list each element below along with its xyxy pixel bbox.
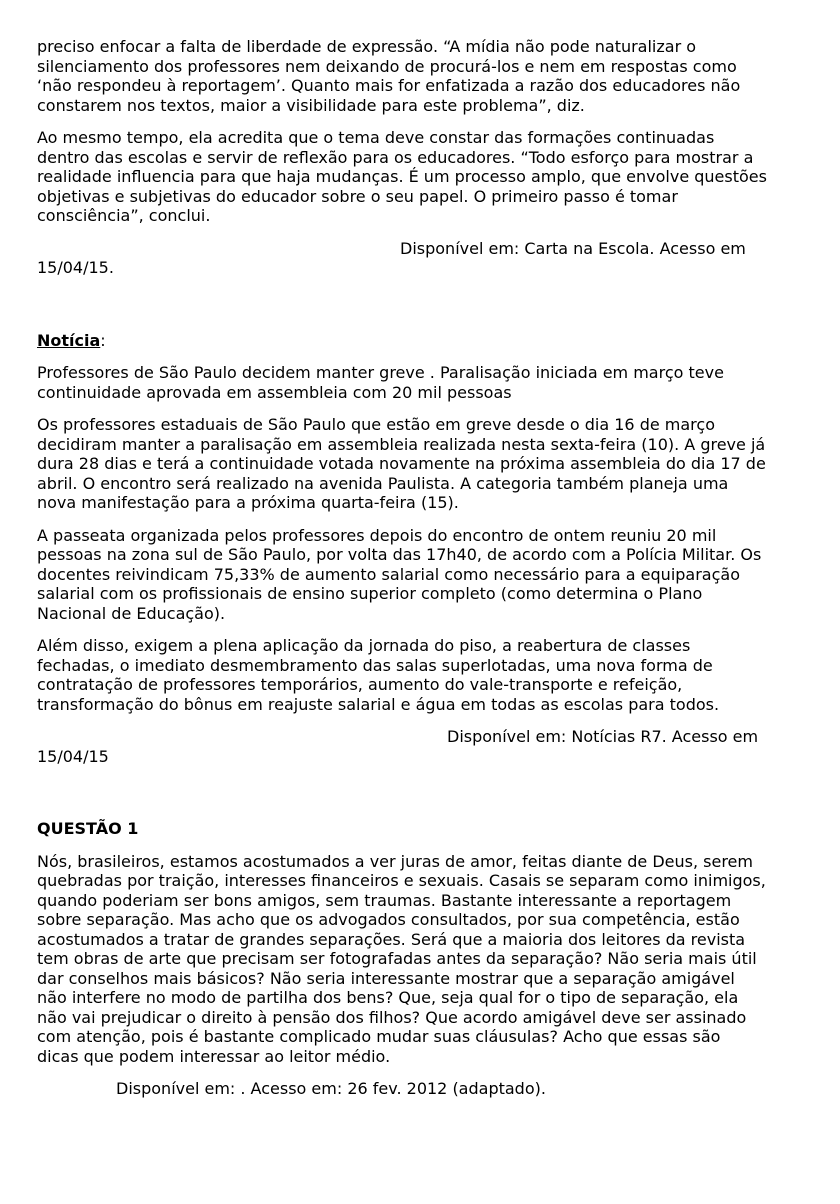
noticia-headline: Professores de São Paulo decidem manter greve . Paralisação iniciada em março teve continuidade aprovada em assembleia com 20 mil pessoas [37,363,724,402]
noticia-paragraph-2: A passeata organizada pelos professores depois do encontro de ontem reuniu 20 mil pessoas na zona sul de São Paulo, por volta das 17h40, de acordo com a Polícia Militar. Os docentes reivindicam 75,33% de aumento salarial como necessário para a equiparação salarial com os profissionais de ensino superior completo (como determina o Plano Nacional de Educação). [37,525,762,623]
noticia-label: Notícia [37,330,101,350]
document-page [37,37,767,1112]
section-spacer [37,779,767,819]
questao-title: QUESTÃO 1 [37,819,139,838]
noticia-paragraph-3: Além disso, exigem a plena aplicação da jornada do piso, a reabertura de classes fechadas, o imediato desmembramento das salas superlotadas, uma nova forma de contratação de professores temporários, aumento do vale-transporte e refeição, transformação do bônus em reajuste salarial e água em todas as escolas para todos. [37,636,720,714]
questao-paragraph: Nós, brasileiros, estamos acostumados a ver juras de amor, feitas diante de Deus, serem quebradas por traição, interesses financeiros e sexuais. Casais se separam como inimigos, quando poderiam ser bons amigos, sem traumas. Bastante interessante a reportagem sobre separação. Mas acho que os advogados consultados, por sua competência, estão acostumados a tratar de grandes separações. Será que a maioria dos leitores da revista tem obras de arte que precisam ser fotografadas antes da separação? Não seria mais útil dar conselhos mais básicos? Não seria interessante mostrar que a separação amigável não interfere no modo de partilha dos bens? Que, seja qual for o tipo de separação, ela não vai prejudicar o direito à pensão dos filhos? Que acordo amigável deve ser assinado com atenção, pois é bastante complicado mudar suas cláusulas? Acho que essas são dicas que podem interessar ao leitor médio. [37,851,766,1066]
noticia-colon: : [100,330,106,350]
noticia-heading [37,331,767,351]
intro-paragraph-1: preciso enfocar a falta de liberdade de expressão. “A mídia não pode naturalizar o silenciamento dos professores nem deixando de procurá-los e nem em respostas como ‘não respondeu à reportagem’. Quanto mais for enfatizada a razão dos educadores não constarem nos textos, maior a visibilidade para este problema”, diz. [37,37,741,115]
section-spacer [37,291,767,331]
noticia-paragraph-1: Os professores estaduais de São Paulo que estão em greve desde o dia 16 de março decidiram manter a paralisação em assembleia realizada nesta sexta-feira (10). A greve já dura 28 dias e terá a continuidade votada novamente na próxima assembleia do dia 17 de abril. O encontro será realizado na avenida Paulista. A categoria também planeja uma nova manifestação para a próxima quarta-feira (15). [37,415,766,512]
source-citation-3: Disponível em: . Acesso em: 26 fev. 2012 (adaptado). [116,1079,546,1098]
intro-paragraph-2: Ao mesmo tempo, ela acredita que o tema deve constar das formações continuadas dentro das escolas e servir de reflexão para os educadores. “Todo esforço para mostrar a realidade influencia para que haja mudanças. É um processo amplo, que envolve questões objetivas e subjetivas do educador sobre o seu papel. O primeiro passo é tomar consciência”, conclui. [37,128,767,225]
source-citation-2: Disponível em: Notícias R7. Acesso em 15/04/15 [37,727,759,766]
source-citation-1: Disponível em: Carta na Escola. Acesso em 15/04/15. [37,238,746,277]
